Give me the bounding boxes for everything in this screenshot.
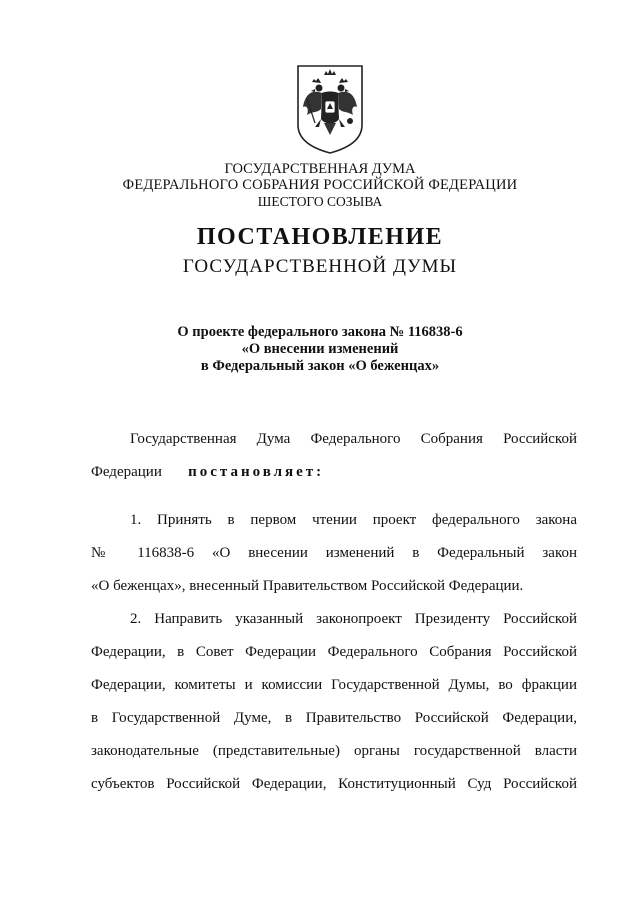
item2-line-5: законодательные (представительные) органы государственной власти [91,743,577,759]
document-body [91,423,577,801]
decree-word: постановляет: [188,464,325,480]
intro-line-1: Государственная Дума Федерального Собрания Российской [130,431,577,447]
intro-line-2 [91,456,577,489]
org-line-1: ГОСУДАРСТВЕННАЯ ДУМА [224,161,416,177]
item2-line-6: субъектов Российской Федерации, Конституционный Суд Российской [91,776,577,792]
subject-line-3: в Федеральный закон «О беженцах» [200,358,440,374]
document-subtitle: ГОСУДАРСТВЕННОЙ ДУМЫ [182,256,458,277]
subject-line-1: О проекте федерального закона № 116838-6 [177,324,463,340]
item2-line-1: 2. Направить указанный законопроект Президенту Российской [130,611,577,627]
convocation-line: ШЕСТОГО СОЗЫВА [257,194,383,209]
item1-line-1: 1. Принять в первом чтении проект федерального закона [130,512,577,528]
org-line-2: ФЕДЕРАЛЬНОГО СОБРАНИЯ РОССИЙСКОЙ ФЕДЕРАЦИИ [122,177,518,193]
item2-line-3: Федерации, комитеты и комиссии Государственной Думы, во фракции [91,677,577,693]
item1-line-3: «О беженцах», внесенный Правительством Российской Федерации. [91,578,524,594]
subject-line-2: «О внесении изменений [241,341,399,357]
item1-line-2: № 116838-6 «О внесении изменений в Федеральный закон [91,545,577,561]
item2-line-2: Федерации, в Совет Федерации Федерального Собрания Российской [91,644,577,660]
item2-line-4: в Государственной Думе, в Правительство Российской Федерации, [91,710,577,726]
coat-of-arms-icon [295,63,365,155]
intro-line-2-start: Федерации [91,464,162,480]
document-title: ПОСТАНОВЛЕНИЕ [196,224,444,250]
